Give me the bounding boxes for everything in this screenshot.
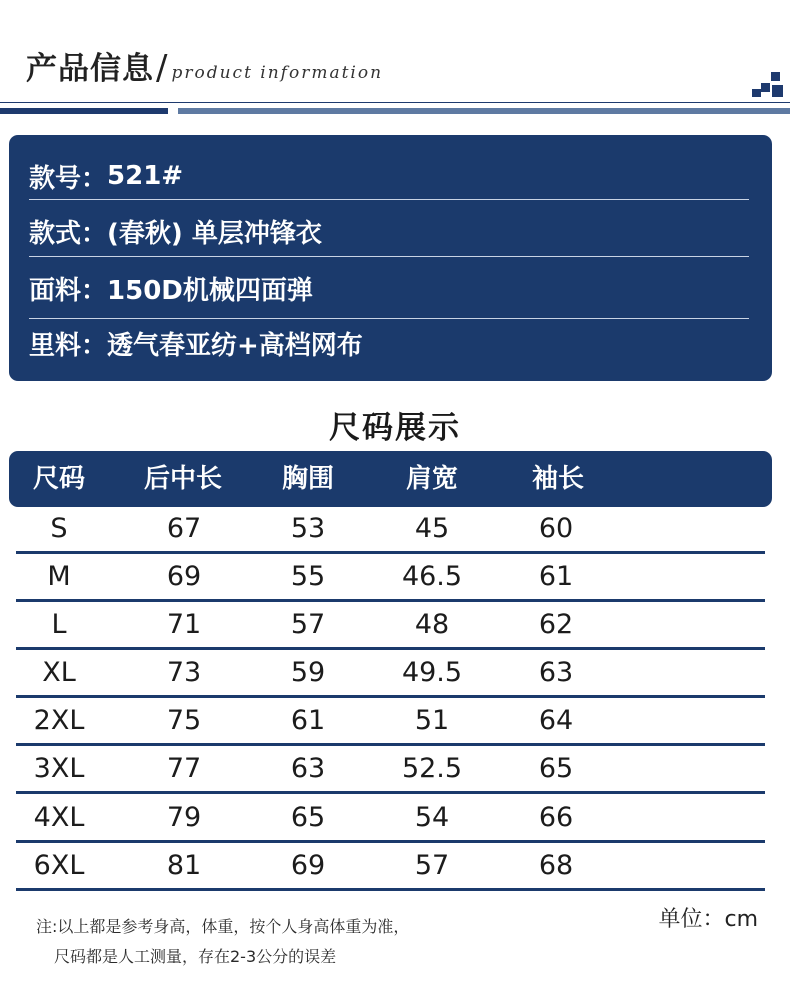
measurement-cell: 64 xyxy=(538,705,574,736)
info-row-lining xyxy=(29,323,749,363)
info-value: (春秋) 单层冲锋衣 xyxy=(107,218,322,249)
measurement-cell: 63 xyxy=(290,753,326,784)
header-title: 产品信息 xyxy=(26,51,154,87)
measurement-cell: 62 xyxy=(538,609,574,640)
size-cell: S xyxy=(50,513,68,544)
size-cell: XL xyxy=(42,657,76,688)
measurement-cell: 69 xyxy=(166,561,202,592)
measurement-cell: 67 xyxy=(166,513,202,544)
measurement-cell: 71 xyxy=(166,609,202,640)
size-cell: 2XL xyxy=(33,705,85,736)
column-header-back-length: 后中长 xyxy=(143,464,222,494)
size-cell: M xyxy=(47,561,71,592)
column-header-shoulder: 肩宽 xyxy=(405,464,458,494)
measurement-cell: 60 xyxy=(538,513,574,544)
header-divider-thin xyxy=(0,102,790,103)
info-label: 面料： xyxy=(29,275,108,306)
header-slash: / xyxy=(156,48,168,88)
measurement-cell: 63 xyxy=(538,657,574,688)
size-cell: 3XL xyxy=(33,753,85,784)
info-label: 款式： xyxy=(29,218,108,249)
measurement-cell: 51 xyxy=(414,705,450,736)
size-table-header xyxy=(9,451,772,507)
measurement-cell: 65 xyxy=(290,802,326,833)
measurement-cell: 65 xyxy=(538,753,574,784)
table-row xyxy=(16,554,765,602)
table-row xyxy=(16,650,765,698)
column-header-size: 尺码 xyxy=(32,464,85,494)
measurement-cell: 57 xyxy=(414,850,450,881)
decorative-squares-icon xyxy=(752,72,784,98)
row-divider xyxy=(16,888,765,891)
info-value: 150D机械四面弹 xyxy=(107,275,313,306)
unit-label: 单位：cm xyxy=(658,907,758,932)
info-label: 款号： xyxy=(29,163,108,194)
note-line-1: 注:以上都是参考身高，体重，按个人身高体重为准， xyxy=(36,917,410,936)
table-row xyxy=(16,698,765,746)
table-row xyxy=(16,843,765,891)
measurement-cell: 81 xyxy=(166,850,202,881)
measurement-cell: 55 xyxy=(290,561,326,592)
measurement-cell: 69 xyxy=(290,850,326,881)
info-label: 里料： xyxy=(29,330,108,361)
product-info-panel xyxy=(9,135,772,381)
header-subtitle: product information xyxy=(171,63,384,83)
table-row xyxy=(16,506,765,554)
measurement-note xyxy=(36,912,409,972)
measurement-cell: 53 xyxy=(290,513,326,544)
info-row-fabric xyxy=(29,268,749,308)
measurement-cell: 46.5 xyxy=(401,561,463,592)
measurement-cell: 49.5 xyxy=(401,657,463,688)
size-section-title: 尺码展示 xyxy=(329,410,461,446)
measurement-cell: 79 xyxy=(166,802,202,833)
measurement-cell: 61 xyxy=(538,561,574,592)
measurement-cell: 57 xyxy=(290,609,326,640)
column-header-chest: 胸围 xyxy=(281,464,334,494)
table-row xyxy=(16,746,765,794)
size-cell: 6XL xyxy=(33,850,85,881)
measurement-cell: 75 xyxy=(166,705,202,736)
measurement-cell: 77 xyxy=(166,753,202,784)
measurement-cell: 59 xyxy=(290,657,326,688)
info-row-style-number xyxy=(29,156,749,196)
info-divider xyxy=(29,318,749,319)
measurement-cell: 52.5 xyxy=(401,753,463,784)
info-divider xyxy=(29,199,749,200)
size-cell: 4XL xyxy=(33,802,85,833)
measurement-cell: 54 xyxy=(414,802,450,833)
measurement-cell: 48 xyxy=(414,609,450,640)
info-row-style xyxy=(29,211,749,251)
table-row xyxy=(16,602,765,650)
info-divider xyxy=(29,256,749,257)
measurement-cell: 61 xyxy=(290,705,326,736)
column-header-sleeve: 袖长 xyxy=(531,464,584,494)
info-value: 521# xyxy=(107,161,184,191)
measurement-cell: 66 xyxy=(538,802,574,833)
header-divider-right xyxy=(178,108,790,114)
table-row xyxy=(16,795,765,843)
measurement-cell: 68 xyxy=(538,850,574,881)
header-divider-left xyxy=(0,108,168,114)
page-header xyxy=(26,44,383,88)
measurement-cell: 45 xyxy=(414,513,450,544)
size-cell: L xyxy=(51,609,67,640)
note-line-2: 尺码都是人工测量，存在2-3公分的误差 xyxy=(54,947,337,966)
row-divider xyxy=(16,791,765,794)
measurement-cell: 73 xyxy=(166,657,202,688)
info-value: 透气春亚纺+高档网布 xyxy=(107,330,363,361)
